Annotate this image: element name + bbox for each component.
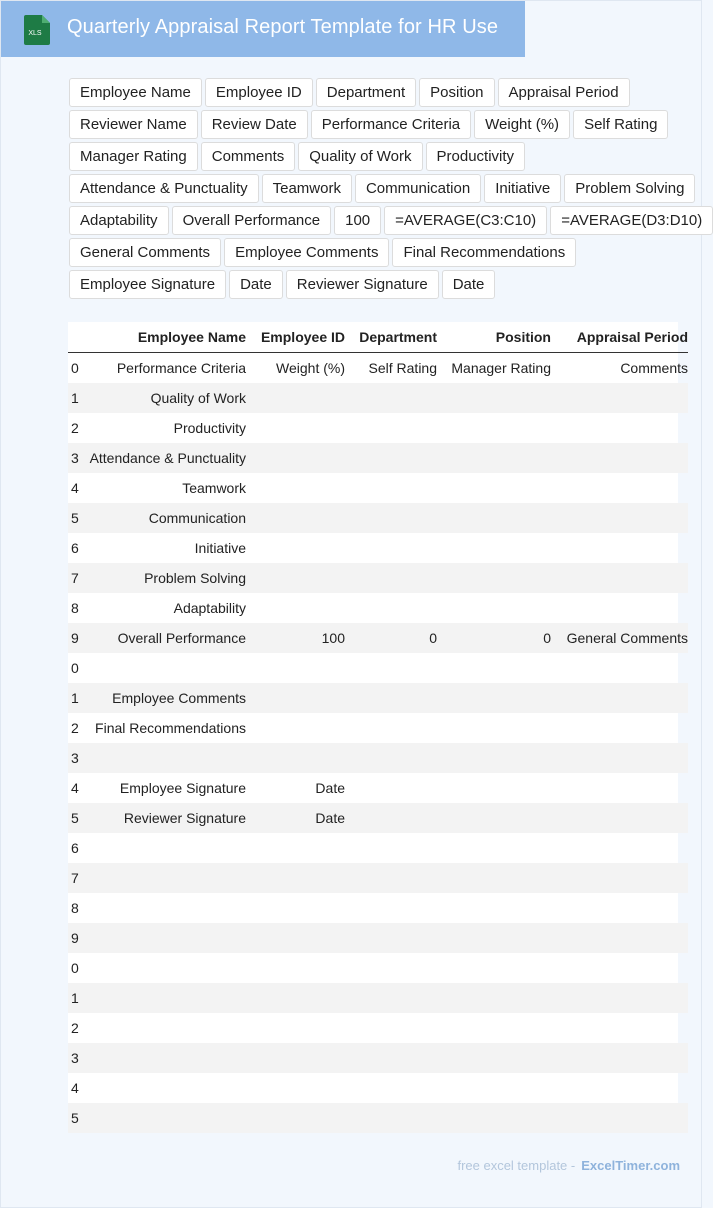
table-cell[interactable] [348,473,440,503]
table-cell[interactable] [348,383,440,413]
field-tag[interactable]: =AVERAGE(C3:C10) [384,206,547,235]
footer-brand-link[interactable]: ExcelTimer.com [581,1158,680,1173]
table-cell[interactable] [440,713,554,743]
table-cell[interactable] [348,953,440,983]
table-cell[interactable] [72,893,250,923]
table-cell[interactable] [554,863,688,893]
table-cell[interactable] [72,743,250,773]
table-cell[interactable] [72,953,250,983]
table-cell[interactable]: Initiative [194,540,246,556]
table-cell[interactable]: Teamwork [182,480,246,496]
table-cell[interactable]: Weight (%) [276,360,345,376]
table-cell[interactable]: Communication [72,503,250,533]
row-number-label: 3 [71,1050,79,1066]
excel-icon-label: XLS [28,30,42,37]
row-number-label: 6 [71,540,79,556]
field-tag[interactable]: Employee Signature [69,270,226,299]
table-cell[interactable]: 0 [440,623,554,653]
table-cell[interactable] [348,443,440,473]
tag-row [69,270,699,299]
table-cell[interactable] [440,653,554,683]
table-cell[interactable] [440,863,554,893]
table-row [68,413,688,443]
table-row [68,743,688,773]
table-cell[interactable] [250,713,348,743]
table-row [68,623,688,653]
table-cell[interactable] [554,743,688,773]
field-tag[interactable]: Employee Comments [224,238,389,267]
table-row [68,773,688,803]
column-header: Employee Name [72,322,250,353]
spreadsheet-preview [68,322,688,1133]
field-tag[interactable]: Position [419,78,494,107]
table-cell[interactable]: Productivity [173,420,246,436]
table-cell[interactable]: Adaptability [173,600,246,616]
table-cell[interactable] [250,983,348,1013]
table-cell[interactable] [440,923,554,953]
table-row [68,923,688,953]
table-cell[interactable]: Quality of Work [72,383,250,413]
table-cell[interactable] [250,683,348,713]
row-number-label: 4 [71,780,79,796]
row-number-label: 0 [71,660,79,676]
row-number-label: 9 [71,630,79,646]
table-cell[interactable] [72,983,250,1013]
table-cell[interactable] [250,383,348,413]
field-tag[interactable]: Quality of Work [298,142,422,171]
table-cell[interactable] [440,683,554,713]
table-cell[interactable] [554,413,688,443]
field-tag[interactable]: Adaptability [69,206,169,235]
table-cell[interactable] [72,1013,250,1043]
table-cell[interactable] [440,383,554,413]
row-number-label: 1 [71,990,79,1006]
table-cell[interactable] [250,833,348,863]
field-tag[interactable]: Final Recommendations [392,238,576,267]
column-header: Department [348,322,440,353]
table-cell[interactable] [554,1103,688,1133]
row-number-label: 6 [71,840,79,856]
row-number-label: 3 [71,750,79,766]
table-cell[interactable] [250,563,348,593]
table-cell[interactable] [440,533,554,563]
tag-row [69,78,699,107]
table-cell[interactable] [348,1103,440,1133]
tag-row [69,110,699,139]
table-cell[interactable] [72,833,250,863]
table-cell[interactable] [554,533,688,563]
table-cell[interactable] [554,713,688,743]
footer [457,1158,680,1173]
table-cell[interactable] [440,833,554,863]
table-cell[interactable] [250,503,348,533]
table-row [68,1103,688,1133]
table-row [68,833,688,863]
tag-row [69,206,703,235]
table-cell[interactable] [554,803,688,833]
table-row [68,863,688,893]
table-cell[interactable]: 0 [348,623,440,653]
field-tag[interactable]: Initiative [484,174,561,203]
table-cell[interactable] [250,1073,348,1103]
field-tag[interactable]: Teamwork [262,174,352,203]
row-number-label: 5 [71,510,79,526]
tag-row [69,142,699,171]
row-number-label: 4 [71,1080,79,1096]
table-row [68,593,688,623]
field-tag[interactable]: Department [316,78,416,107]
table-cell[interactable] [440,1043,554,1073]
tag-row [69,238,699,267]
column-header: Employee ID [250,322,348,353]
table-cell[interactable] [440,413,554,443]
row-number-label: 7 [71,870,79,886]
table-cell[interactable]: Final Recommendations [95,720,246,736]
field-tag[interactable]: Performance Criteria [311,110,471,139]
field-tag[interactable]: 100 [334,206,381,235]
table-cell[interactable] [250,1043,348,1073]
table-cell[interactable] [554,893,688,923]
field-tag[interactable]: Review Date [201,110,308,139]
row-number-label: 0 [71,360,79,376]
table-cell[interactable]: Performance Criteria [116,360,246,376]
field-tag[interactable]: Manager Rating [69,142,198,171]
table-cell[interactable] [72,1043,250,1073]
table-row [68,533,688,563]
table-cell[interactable] [554,653,688,683]
table-cell[interactable] [250,473,348,503]
table-cell[interactable] [348,773,440,803]
table-cell[interactable] [554,1013,688,1043]
field-tag[interactable]: Overall Performance [172,206,332,235]
table-cell[interactable] [250,863,348,893]
table-cell[interactable] [554,923,688,953]
table-cell[interactable]: Manager Rating [451,360,551,376]
table-row [68,383,688,413]
table-cell[interactable] [554,593,688,623]
table-cell[interactable] [72,653,250,683]
row-number-label: 4 [71,480,79,496]
table-cell[interactable] [348,863,440,893]
table-cell[interactable] [440,773,554,803]
table-row [68,803,688,833]
table-row [68,1073,688,1103]
table-row [68,443,688,473]
field-tag[interactable]: General Comments [69,238,221,267]
table-row [68,353,688,384]
row-number-label: 1 [71,390,79,406]
table-cell[interactable] [554,563,688,593]
table-cell[interactable] [348,413,440,443]
row-number-label: 1 [71,690,79,706]
field-tag[interactable]: Date [442,270,496,299]
table-cell[interactable] [348,1073,440,1103]
table-cell[interactable] [348,503,440,533]
table-cell[interactable]: Problem Solving [72,563,250,593]
table-row [68,893,688,923]
table-cell[interactable]: Date [315,780,345,796]
table-row [68,503,688,533]
column-header: Position [440,322,554,353]
field-tag[interactable]: Reviewer Signature [286,270,439,299]
tag-row [69,174,699,203]
field-tag[interactable]: =AVERAGE(D3:D10) [550,206,713,235]
table-cell[interactable]: Overall Performance [72,623,250,653]
table-cell[interactable] [554,773,688,803]
table-cell[interactable]: Attendance & Punctuality [72,443,250,473]
table-cell[interactable] [554,1043,688,1073]
row-number-label: 2 [71,420,79,436]
row-number-label: 8 [71,900,79,916]
page-header [1,1,525,57]
field-tag[interactable]: Employee ID [205,78,313,107]
table-cell[interactable] [554,443,688,473]
table-cell[interactable] [348,833,440,863]
table-header-row [68,322,688,353]
row-number-label: 5 [71,810,79,826]
table-cell[interactable] [250,743,348,773]
table-row [68,683,688,713]
field-tag[interactable]: Weight (%) [474,110,570,139]
table-cell[interactable] [554,953,688,983]
table-cell[interactable]: Employee Comments [72,683,250,713]
table-cell[interactable] [348,1043,440,1073]
field-tag[interactable]: Reviewer Name [69,110,198,139]
table-cell[interactable]: Reviewer Signature [72,803,250,833]
table-cell[interactable] [554,473,688,503]
table-cell[interactable] [72,1103,250,1133]
table-cell[interactable] [250,1103,348,1133]
row-number-label: 5 [71,1110,79,1126]
table-cell[interactable] [440,893,554,923]
table-cell[interactable] [440,1073,554,1103]
table-cell[interactable] [440,503,554,533]
table-cell[interactable] [554,383,688,413]
table-cell[interactable] [348,653,440,683]
table-cell[interactable] [440,953,554,983]
table-cell[interactable] [440,743,554,773]
field-tag[interactable]: Comments [201,142,296,171]
table-cell[interactable] [440,563,554,593]
table-cell[interactable] [250,443,348,473]
field-tag[interactable]: Attendance & Punctuality [69,174,259,203]
table-row [68,1013,688,1043]
table-row [68,473,688,503]
appraisal-table [68,322,688,1133]
table-cell[interactable] [72,1073,250,1103]
table-cell[interactable] [554,833,688,863]
footer-text: free excel template - [457,1158,576,1173]
table-cell[interactable] [554,503,688,533]
table-cell[interactable] [348,533,440,563]
table-cell[interactable] [440,473,554,503]
table-cell[interactable] [348,803,440,833]
row-number-label: 0 [71,960,79,976]
excel-file-icon [23,14,51,46]
table-cell[interactable] [554,683,688,713]
table-cell[interactable] [348,743,440,773]
table-row [68,953,688,983]
table-cell[interactable] [250,923,348,953]
table-cell[interactable] [250,1013,348,1043]
table-cell[interactable] [348,563,440,593]
field-tags [69,78,703,302]
row-number-label: 7 [71,570,79,586]
table-cell[interactable] [440,443,554,473]
field-tag[interactable]: Date [229,270,283,299]
table-cell[interactable]: 100 [250,623,348,653]
table-row [68,983,688,1013]
table-cell[interactable] [554,1073,688,1103]
field-tag[interactable]: Self Rating [573,110,668,139]
table-cell[interactable]: Self Rating [368,360,437,376]
table-row [68,713,688,743]
table-cell[interactable] [440,1103,554,1133]
page-title: Quarterly Appraisal Report Template for HR Use [67,16,499,38]
field-tag[interactable]: Productivity [426,142,526,171]
table-cell[interactable] [440,803,554,833]
table-row [68,653,688,683]
table-cell[interactable] [440,1013,554,1043]
table-cell[interactable] [250,593,348,623]
table-cell[interactable] [250,953,348,983]
field-tag[interactable]: Appraisal Period [498,78,630,107]
table-cell[interactable] [348,1013,440,1043]
table-cell[interactable]: Employee Signature [119,780,246,796]
table-cell[interactable] [554,983,688,1013]
table-cell[interactable] [72,863,250,893]
table-cell[interactable] [348,713,440,743]
row-number-label: 8 [71,600,79,616]
table-cell[interactable] [250,413,348,443]
table-cell[interactable] [250,893,348,923]
table-cell[interactable] [250,653,348,683]
table-cell[interactable]: General Comments [554,623,688,653]
table-cell[interactable] [348,683,440,713]
table-cell[interactable]: Comments [620,360,688,376]
row-number-label: 9 [71,930,79,946]
row-number-label: 2 [71,1020,79,1036]
table-cell[interactable] [440,983,554,1013]
field-tag[interactable]: Communication [355,174,481,203]
table-cell[interactable] [348,923,440,953]
table-cell[interactable] [250,533,348,563]
field-tag[interactable]: Problem Solving [564,174,695,203]
table-cell[interactable]: Date [250,803,348,833]
table-cell[interactable] [72,923,250,953]
table-cell[interactable] [348,983,440,1013]
row-number-label: 2 [71,720,79,736]
table-cell[interactable] [348,593,440,623]
field-tag[interactable]: Employee Name [69,78,202,107]
table-cell[interactable] [440,593,554,623]
table-row [68,1043,688,1073]
column-header: Appraisal Period [554,322,688,353]
row-number-label: 3 [71,450,79,466]
table-row [68,563,688,593]
table-cell[interactable] [348,893,440,923]
